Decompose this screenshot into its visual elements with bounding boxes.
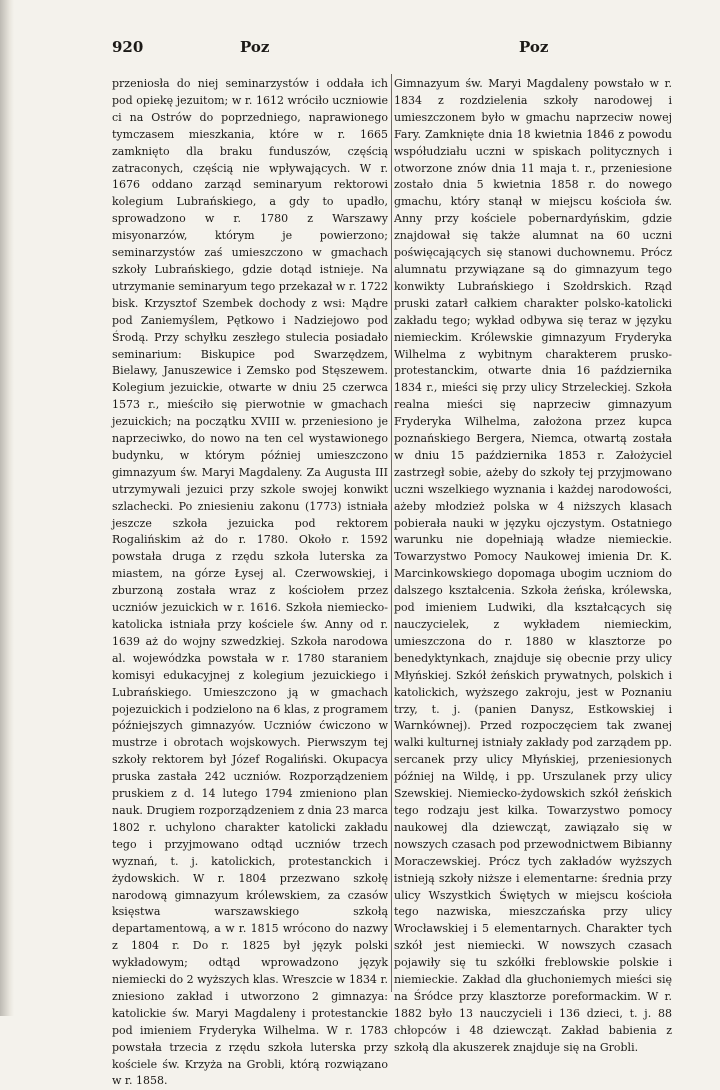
page-header: [112, 38, 672, 62]
right-running-head: Poz: [519, 38, 549, 56]
left-column: [112, 76, 388, 1088]
left-running-head: Poz: [240, 38, 270, 56]
page-edge-shadow: [0, 0, 14, 1016]
right-column-text: Gimnazyum św. Maryi Magdaleny powstało w r. 1834 z rozdzielenia szkoły narodowej i umieszczonem było w gmachu naprzeciw nowej Fary. Zamknięte dnia 18 kwietnia 1846 z powodu współudziału uczni w spiskach politycznych i otworzone znów dnia 11 maja t. r., przeniesione zostało dnia 5 kwietnia 1858 r. do nowego gmachu, który stanął w miejscu kościoła św. Anny przy kościele pobernardyńskim, gdzie znajdował się także alumnat na 60 uczni poświęcających się stanowi duchownemu. Prócz alumnatu przywiązane są do gimnazyum tego konwikty Lubrańskiego i Szołdrskich. Rząd pruski zatarł całkiem charakter polsko-katolicki zakładu tego; wykład odbywa się teraz w języku niemieckim. Królewskie gimnazyum Fryderyka Wilhelma z wybitnym charakterem prusko-protestanckim, otwarte dnia 16 października 1834 r., mieści się przy ulicy Strzeleckiej. Szkoła realna mieści się naprzeciw gimnazyum Fryderyka Wilhelma, założona przez kupca poznańskiego Bergera, Niemca, otwartą została w dniu 15 października 1853 r. Założyciel zastrzegł sobie, ażeby do szkoły tej przyjmowano uczni wszelkiego wyznania i każdej narodowości, ażeby młodzież polska w 4 niższych klasach pobierała nauki w języku ojczystym. Ostatniego warunku nie dopełniają władze niemieckie. Towarzystwo Pomocy Naukowej imienia Dr. K. Marcinkowskiego dopomaga ubogim uczniom do dalszego kształcenia. Szkoła żeńska, królewska, pod imieniem Ludwiki, dla kształcących się nauczycielek, z wykładem niemieckim, umieszczona do r. 1880 w klasztorze po benedyktynkach, znajduje się obecnie przy ulicy Młyńskiej. Szkół żeńskich prywatnych, polskich i katolickich, wyższego zakroju, jest w Poznaniu trzy, t. j. (panien Danysz, Estkowskiej i Warnkównej). Przed rozpoczęciem tak zwanej walki kulturnej istniały zakłady pod zarządem pp. sercanek przy ulicy Młyńskiej, przeniesionych później na Wildę, i pp. Urszulanek przy ulicy Szewskiej. Niemiecko-żydowskich szkół żeńskich tego rodzaju jest kilka. Towarzystwo pomocy naukowej dla dziewcząt, zawiązało się w nowszych czasach pod przewodnictwem Bibianny Moraczewskiej. Prócz tych zakładów wyższych istnieją szkoły niższe i elementarne: średnia przy ulicy Wszystkich Świętych w miejscu kościoła tego nazwiska, mieszczańska przy ulicy Wrocławskiej i 5 elementarnych. Charakter tych szkół jest niemiecki. W nowszych czasach pojawiły się tu szkółki freblowskie polskie i niemieckie. Zakład dla głuchoniemych mieści się na Śródce przy klasztorze poreformackim. W r. 1882 było 13 nauczycieli i 136 dzieci, t. j. 88 chłopców i 48 dziewcząt. Zakład babienia z szkołą dla akuszerek znajduje się na Grobli.: [394, 77, 672, 1054]
page-number: 920: [112, 38, 144, 56]
right-column: [394, 76, 672, 1054]
column-divider: [391, 74, 392, 992]
left-column-text: przeniosła do niej seminarzystów i oddała ich pod opiekę jezuitom; w r. 1612 wróciło uczniowie ci na Ostrów do poprzedniego, naprawionego tymczasem mieszkania, które w r. 1665 zamknięto dla braku funduszów, częścią zatraconych, częścią nie wpływających. W r. 1676 oddano zarząd seminaryum rektorowi kolegium Lubrańskiego, a gdy to upadło, sprowadzono w r. 1780 z Warszawy misyonarzów, którym je powierzono; seminarzystów zaś umieszczono w gmachach szkoły Lubrańskiego, gdzie dotąd istnieje. Na utrzymanie seminaryum tego przekazał w r. 1722 bisk. Krzysztof Szembek dochody z wsi: Mądre pod Zaniemyślem, Pętkowo i Nadziejowo pod Środą. Przy schyłku zeszłego stulecia posiadało seminarium: Biskupice pod Swarzędzem, Bielawy, Januszewice i Zemsko pod Stęszewem. Kolegium jezuickie, otwarte w dniu 25 czerwca 1573 r., mieściło się pierwotnie w gmachach jezuickich; na początku XVIII w. przeniesiono je naprzeciwko, do nowo na ten cel wystawionego budynku, w którym później umieszczono gimnazyum św. Maryi Magdaleny. Za Augusta III utrzymywali jezuici przy szkole swojej konwikt szlachecki. Po zniesieniu zakonu (1773) istniała jeszcze szkoła jezuicka pod rektorem Rogalińskim aż do r. 1780. Około r. 1592 powstała druga z rzędu szkoła luterska za miastem, na górze Łysej al. Czerwowskiej, i zburzoną została wraz z kościołem przez uczniów jezuickich w r. 1616. Szkoła niemiecko-katolicka istniała przy kościele św. Anny od r. 1639 aż do wojny szwedzkiej. Szkoła narodowa al. wojewódzka powstała w r. 1780 staraniem komisyi edukacyjnej z kolegium jezuickiego i Lubrańskiego. Umieszczono ją w gmachach pojezuickich i podzielono na 6 klas, z programem późniejszych gimnazyów. Uczniów ćwiczono w mustrze i obrotach wojskowych. Pierwszym tej szkoły rektorem był Józef Rogaliński. Okupacya pruska zastała 242 uczniów. Rozporządzeniem pruskiem z d. 14 lutego 1794 zmieniono plan nauk. Drugiem rozporządzeniem z dnia 23 marca 1802 r. uchylono charakter katolicki zakładu tego i przyjmowano odtąd uczniów trzech wyznań, t. j. katolickich, protestanckich i żydowskich. W r. 1804 przezwano szkołę narodową gimnazyum królewskiem, za czasów księstwa warszawskiego szkołą departamentową, a w r. 1815 wrócono do nazwy z 1804 r. Do r. 1825 był język polski wykładowym; odtąd wprowadzono język niemiecki do 2 wyższych klas. Wreszcie w 1834 r. zniesiono zakład i utworzono 2 gimnazya: katolickie św. Maryi Magdaleny i protestanckie pod imieniem Fryderyka Wilhelma. W r. 1783 powstała trzecia z rzędu szkoła luterska przy kościele św. Krzyża na Grobli, którą rozwiązano w r. 1858.: [112, 77, 388, 1088]
